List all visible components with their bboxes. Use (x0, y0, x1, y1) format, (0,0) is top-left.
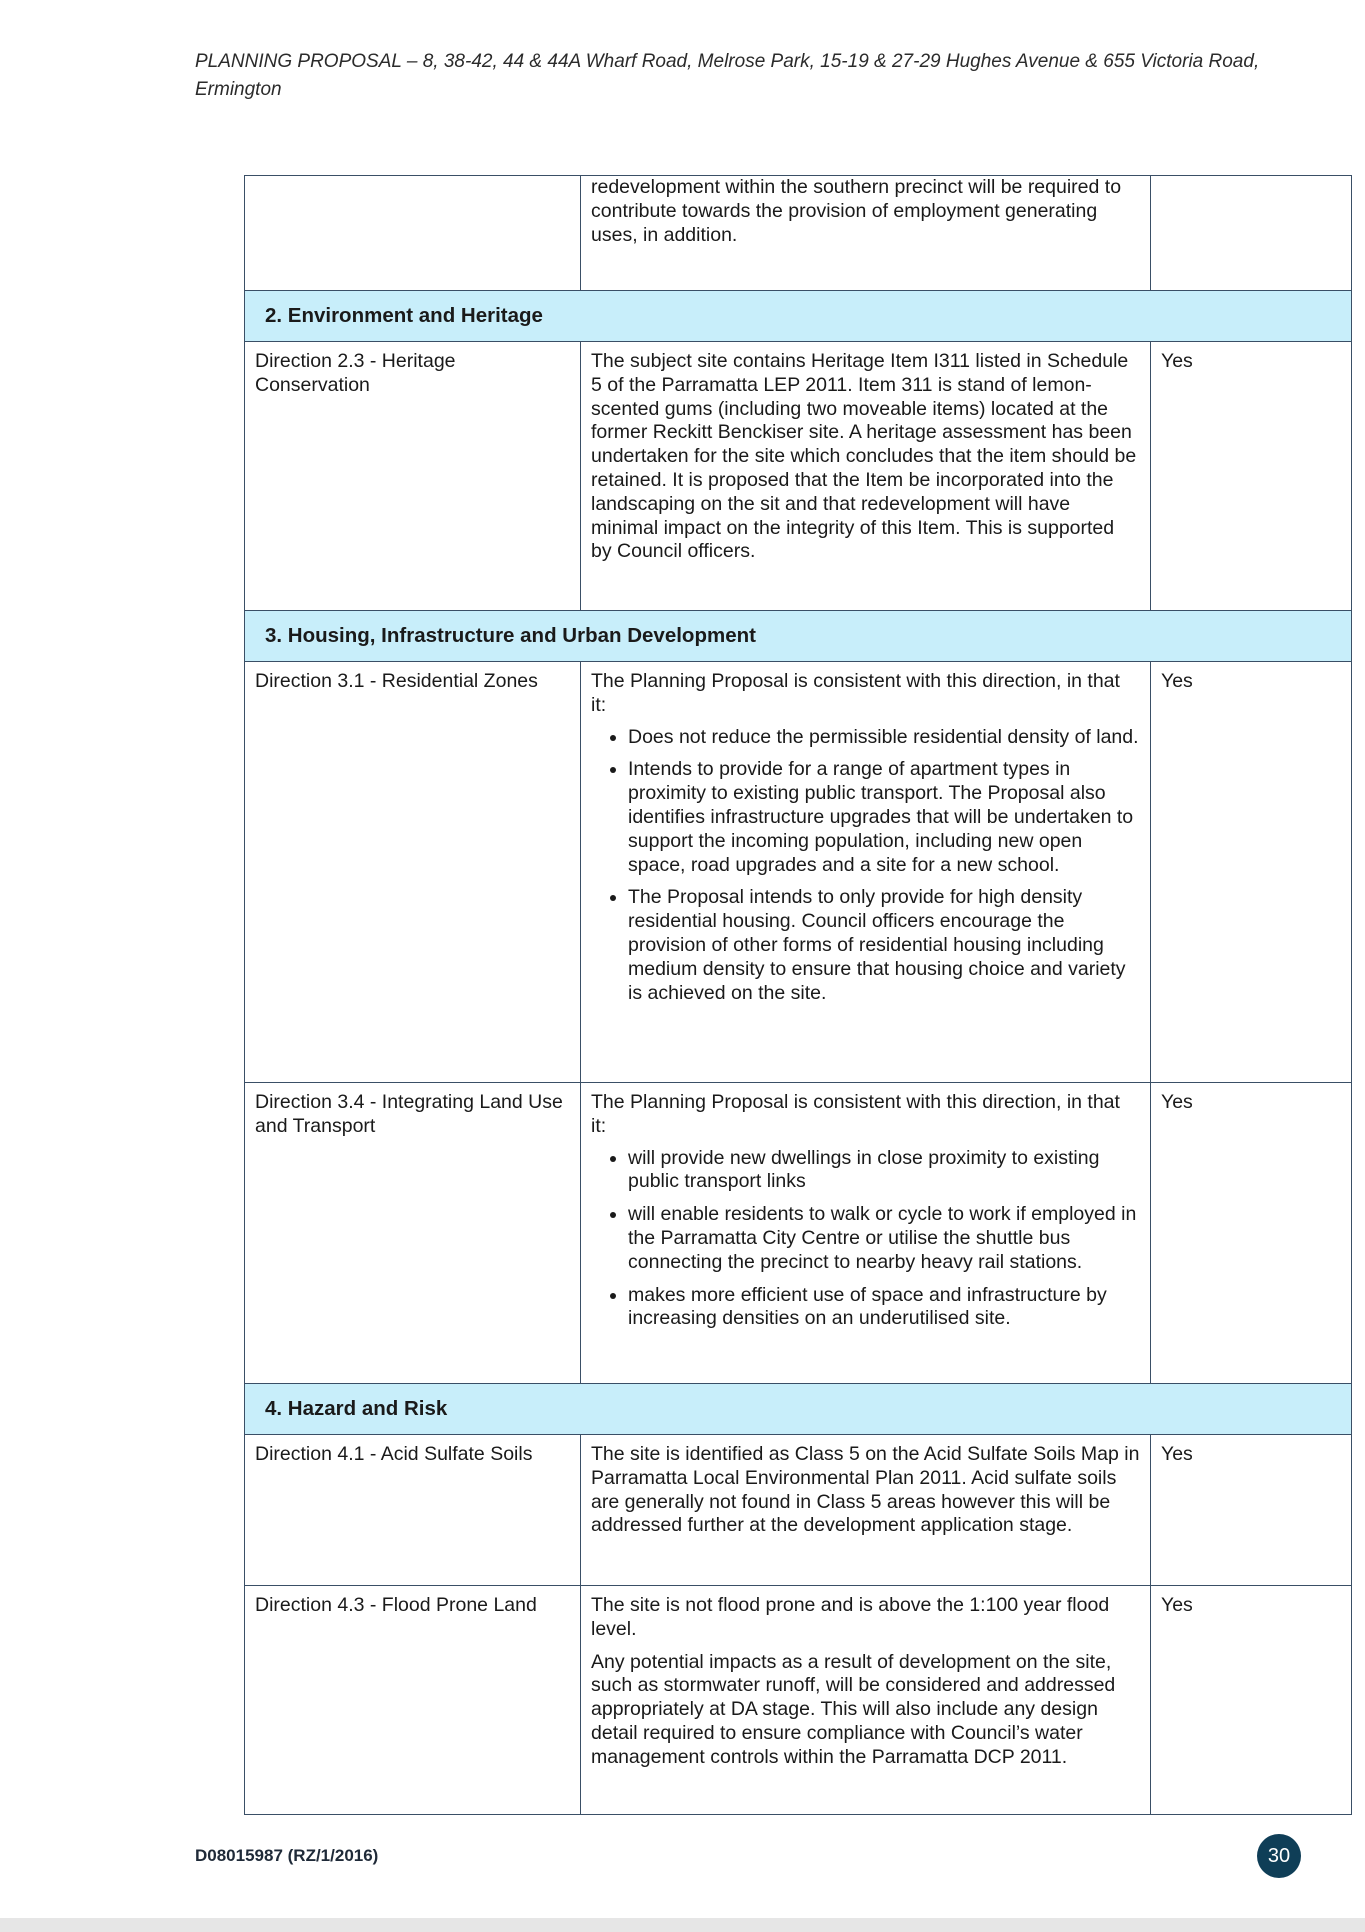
comment-intro: The Planning Proposal is consistent with this direction, in that it: (591, 1091, 1120, 1137)
consistency-cell: Yes (1151, 1435, 1352, 1586)
bullet-list (591, 1147, 1140, 1332)
section-heading-label: 4. Hazard and Risk (245, 1384, 1352, 1435)
comment-paragraph: The site is not flood prone and is above the 1:100 year flood level. (591, 1594, 1110, 1640)
consistency-cell: Yes (1151, 1083, 1352, 1384)
table-row (245, 1435, 1352, 1586)
page-header: PLANNING PROPOSAL – 8, 38-42, 44 & 44A Wharf Road, Melrose Park, 15-19 & 27-29 Hughes Avenue & 655 Victoria Road, Ermington (195, 51, 1260, 100)
section-heading-housing (245, 611, 1352, 662)
section-heading-hazard (245, 1384, 1352, 1435)
comment-cell: redevelopment within the southern precinct will be required to contribute towards the provision of employment generating uses, in addition. (581, 176, 1151, 291)
list-item: • The Proposal intends to only provide for high density residential housing. Council officers encourage the provision of other forms of residential housing including medium density to ensure that housing choice and variety is achieved on the site. (628, 886, 1140, 1005)
comment-cell: The site is identified as Class 5 on the Acid Sulfate Soils Map in Parramatta Local Environmental Plan 2011. Acid sulfate soils are generally not found in Class 5 areas however this will be addressed further at the development application stage. (581, 1435, 1151, 1586)
bottom-divider (0, 1918, 1365, 1932)
section-heading-label: 2. Environment and Heritage (245, 291, 1352, 342)
list-item: • will enable residents to walk or cycle to work if employed in the Parramatta City Centre or utilise the shuttle bus connecting the precinct to nearby heavy rail stations. (628, 1203, 1140, 1274)
direction-cell (245, 176, 581, 291)
list-item: • will provide new dwellings in close proximity to existing public transport links (628, 1147, 1140, 1195)
table-row (245, 1083, 1352, 1384)
comment-paragraph: Any potential impacts as a result of development on the site, such as stormwater runoff, will be considered and addressed appropriately at DA stage. This will also include any design detail required to ensure compliance with Council’s water management controls within the Parramatta DCP 2011. (591, 1650, 1116, 1768)
page-number-badge: 30 (1257, 1834, 1301, 1878)
consistency-table (244, 175, 1352, 1815)
section-heading-environment (245, 291, 1352, 342)
document-reference: D08015987 (RZ/1/2016) (195, 1846, 379, 1865)
consistency-cell: Yes (1151, 342, 1352, 611)
direction-cell: Direction 4.1 - Acid Sulfate Soils (245, 1435, 581, 1586)
table-row (245, 342, 1352, 611)
direction-cell: Direction 4.3 - Flood Prone Land (245, 1586, 581, 1815)
direction-cell: Direction 3.4 - Integrating Land Use and Transport (245, 1083, 581, 1384)
consistency-cell: Yes (1151, 1586, 1352, 1815)
comment-cell (581, 1083, 1151, 1384)
direction-cell: Direction 3.1 - Residential Zones (245, 662, 581, 1083)
direction-cell: Direction 2.3 - Heritage Conservation (245, 342, 581, 611)
table-row-continued (245, 176, 1352, 291)
comment-cell (581, 1586, 1151, 1815)
list-item: • makes more efficient use of space and infrastructure by increasing densities on an underutilised site. (628, 1284, 1140, 1332)
comment-cell: The subject site contains Heritage Item I311 listed in Schedule 5 of the Parramatta LEP 2011. Item 311 is stand of lemon-scented gums (including two moveable items) located at the former Reckitt Benckiser site. A heritage assessment has been undertaken for the site which concludes that the item should be retained. It is proposed that the Item be incorporated into the landscaping on the sit and that redevelopment will have minimal impact on the integrity of this Item. This is supported by Council officers. (581, 342, 1151, 611)
comment-intro: The Planning Proposal is consistent with this direction, in that it: (591, 670, 1120, 716)
list-item: • Intends to provide for a range of apartment types in proximity to existing public transport. The Proposal also identifies infrastructure upgrades that will be undertaken to support the incoming population, including new open space, road upgrades and a site for a new school. (628, 758, 1140, 877)
list-item: • Does not reduce the permissible residential density of land. (628, 726, 1140, 750)
table-row (245, 1586, 1352, 1815)
bullet-list (591, 726, 1140, 1006)
consistency-cell: Yes (1151, 662, 1352, 1083)
comment-cell (581, 662, 1151, 1083)
consistency-cell (1151, 176, 1352, 291)
table-row (245, 662, 1352, 1083)
section-heading-label: 3. Housing, Infrastructure and Urban Development (245, 611, 1352, 662)
